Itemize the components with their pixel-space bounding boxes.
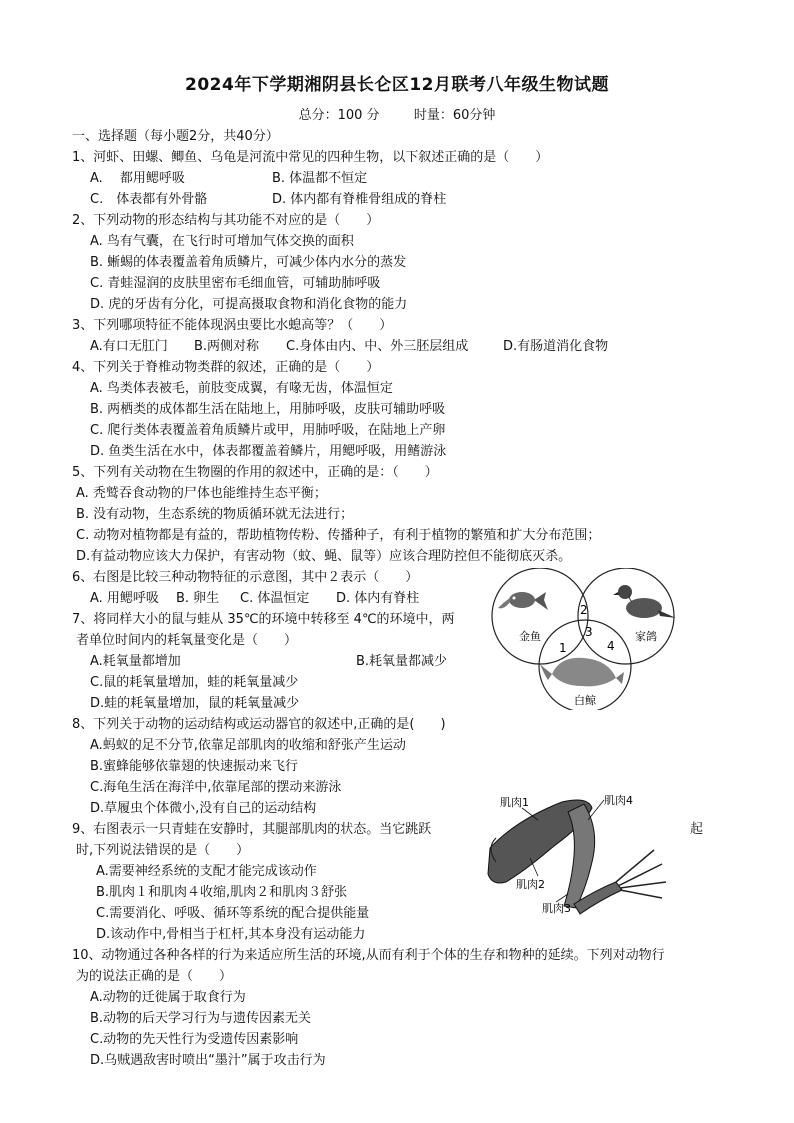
question-7-option-b: B.耗氧量都减少 (356, 654, 448, 669)
question-9-option-a: A.需要神经系统的支配才能完成该动作 (96, 864, 317, 879)
question-9-option-c: C.需要消化、呼吸、循环等系统的配合提供能量 (96, 906, 370, 921)
question-8-option-b: B.蜜蜂能够依靠翅的快速振动来飞行 (90, 759, 299, 774)
question-7-stem-line2: 者单位时间内的耗氧量变化是（ ） (76, 633, 298, 648)
goldfish-icon (498, 592, 548, 610)
question-3-option-a: A.有口无肛门 (90, 339, 168, 354)
frog-leg-diagram (476, 790, 686, 924)
question-10-option-c: C.动物的先天性行为受遗传因素影响 (90, 1032, 299, 1047)
question-7-stem-line1: 7、将同样大小的鼠与蛙从 35℃的环境中转移至 4℃的环境中，两 (72, 612, 455, 627)
question-4-option-c: C. 爬行类体表覆盖着角质鳞片或甲，用肺呼吸，在陆地上产卵 (90, 423, 446, 438)
venn-goldfish-label: 金鱼 (519, 630, 541, 643)
question-6-option-c: C. 体温恒定 (240, 591, 310, 606)
question-1-stem: 1、河虾、田螺、鲫鱼、乌龟是河流中常见的四种生物，以下叙述正确的是（ ） (72, 150, 549, 165)
question-8-option-c: C.海龟生活在海洋中,依靠尾部的摆动来游泳 (90, 780, 342, 795)
question-10-stem-line1: 10、动物通过各种各样的行为来适应所生活的环境,从而有利于个体的生存和物种的延续。下列对动物行 (72, 948, 665, 963)
question-5-stem: 5、下列有关动物在生物圈的作用的叙述中，正确的是：（ ） (72, 465, 438, 480)
muscle-3-label: 肌肉3 (542, 902, 571, 915)
question-3-option-b: B.两侧对称 (194, 339, 260, 354)
venn-region-1: 1 (559, 641, 567, 655)
muscle-2-label: 肌肉2 (516, 878, 545, 891)
venn-region-4: 4 (607, 639, 615, 653)
question-9-stem-line2: 时,下列说法错误的是（ ） (76, 843, 250, 858)
question-10-option-d: D.乌贼遇敌害时喷出“墨汁”属于攻击行为 (90, 1053, 326, 1068)
question-7-option-d: D.蛙的耗氧量增加，鼠的耗氧量减少 (90, 696, 300, 711)
question-5-option-d: D.有益动物应该大力保护，有害动物（蚊、蝇、鼠等）应该合理防控但不能彻底灭杀。 (76, 549, 572, 564)
venn-region-3: 3 (585, 625, 593, 639)
muscle-1-label: 肌肉1 (500, 796, 529, 809)
question-2-option-b: B. 蜥蜴的体表覆盖着角质鳞片，可减少体内水分的蒸发 (90, 255, 407, 270)
question-2-stem: 2、下列动物的形态结构与其功能不对应的是（ ） (72, 213, 380, 228)
muscle-4-label: 肌肉4 (604, 794, 633, 807)
total-score: 总分：100 分 (298, 108, 380, 123)
question-5-option-b: B. 没有动物，生态系统的物质循环就无法进行； (76, 507, 354, 522)
question-10-stem-line2: 为的说法正确的是（ ） (76, 969, 233, 984)
question-6-option-a: A. 用鳃呼吸 (90, 591, 159, 606)
question-6-stem: 6、右图是比较三种动物特征的示意图，其中２表示（ ） (72, 570, 419, 585)
animal-venn-diagram (482, 568, 696, 710)
question-1-option-b: B. 体温都不恒定 (272, 171, 368, 186)
question-7-option-a: A.耗氧量都增加 (90, 654, 181, 669)
pigeon-circle (578, 568, 674, 664)
question-9-stem-end: 起 (690, 822, 704, 837)
question-2-option-d: D. 虎的牙齿有分化，可提高摄取食物和消化食物的能力 (90, 297, 408, 312)
question-8-option-a: A.蚂蚁的足不分节,依靠足部肌肉的收缩和舒张产生运动 (90, 738, 406, 753)
question-8-option-d: D.草履虫个体微小,没有自己的运动结构 (90, 801, 317, 816)
question-6-option-b: B. 卵生 (176, 591, 220, 606)
question-4-option-a: A. 鸟类体表被毛，前肢变成翼，有喙无齿，体温恒定 (90, 381, 393, 396)
question-3-stem: 3、下列哪项特征不能体现涡虫要比水螅高等？（ ） (72, 318, 393, 333)
question-10-option-a: A.动物的迁徙属于取食行为 (90, 990, 246, 1005)
frog-leg-illustration (488, 800, 666, 914)
question-9-stem-line1: 9、右图表示一只青蛙在安静时，其腿部肌肉的状态。当它跳跃 (72, 822, 432, 837)
time-limit: 时量：60分钟 (413, 108, 496, 123)
question-4-option-d: D. 鱼类生活在水中，体表都覆盖着鳞片，用鳃呼吸，用鳍游泳 (90, 444, 447, 459)
question-2-option-a: A. 鸟有气囊，在飞行时可增加气体交换的面积 (90, 234, 354, 249)
question-10-option-b: B.动物的后天学习行为与遗传因素无关 (90, 1011, 312, 1026)
question-1-option-a: A. 都用鳃呼吸 (90, 171, 185, 186)
question-6-option-d: D. 体内有脊柱 (336, 591, 420, 606)
question-9-option-d: D.该动作中,骨相当于杠杆,其本身没有运动能力 (96, 927, 366, 942)
question-5-option-c: C. 动物对植物都是有益的，帮助植物传粉、传播种子，有利于植物的繁殖和扩大分布范围； (76, 528, 601, 543)
venn-pigeon-label: 家鸽 (635, 630, 657, 643)
question-3-option-c: C.身体由内、中、外三胚层组成 (286, 339, 469, 354)
section-heading: 一、选择题（每小题2分，共40分） (72, 129, 279, 144)
question-2-option-c: C. 青蛙湿润的皮肤里密布毛细血管，可辅助肺呼吸 (90, 276, 381, 291)
question-9-option-b: B.肌肉１和肌肉４收缩,肌肉２和肌肉３舒张 (96, 885, 348, 900)
question-3-option-d: D.有肠道消化食物 (503, 339, 609, 354)
question-4-stem: 4、下列关于脊椎动物类群的叙述，正确的是（ ） (72, 360, 380, 375)
venn-region-2: 2 (580, 603, 588, 617)
page-title: 2024年下学期湘阴县长仑区12月联考八年级生物试题 (185, 75, 609, 95)
question-8-stem: 8、下列关于动物的运动结构或运动器官的叙述中,正确的是( ) (72, 717, 446, 732)
venn-whale-label: 白鲸 (574, 694, 596, 707)
question-1-option-d: D. 体内都有脊椎骨组成的脊柱 (272, 192, 447, 207)
question-5-option-a: A. 秃鹫吞食动物的尸体也能维持生态平衡； (76, 486, 327, 501)
goldfish-circle (492, 568, 588, 664)
question-4-option-b: B. 两栖类的成体都生活在陆地上，用肺呼吸，皮肤可辅助呼吸 (90, 402, 446, 417)
question-7-option-c: C.鼠的耗氧量增加，蛙的耗氧量减少 (90, 675, 299, 690)
exam-meta (0, 104, 794, 123)
question-1-option-c: C. 体表都有外骨骼 (90, 192, 208, 207)
